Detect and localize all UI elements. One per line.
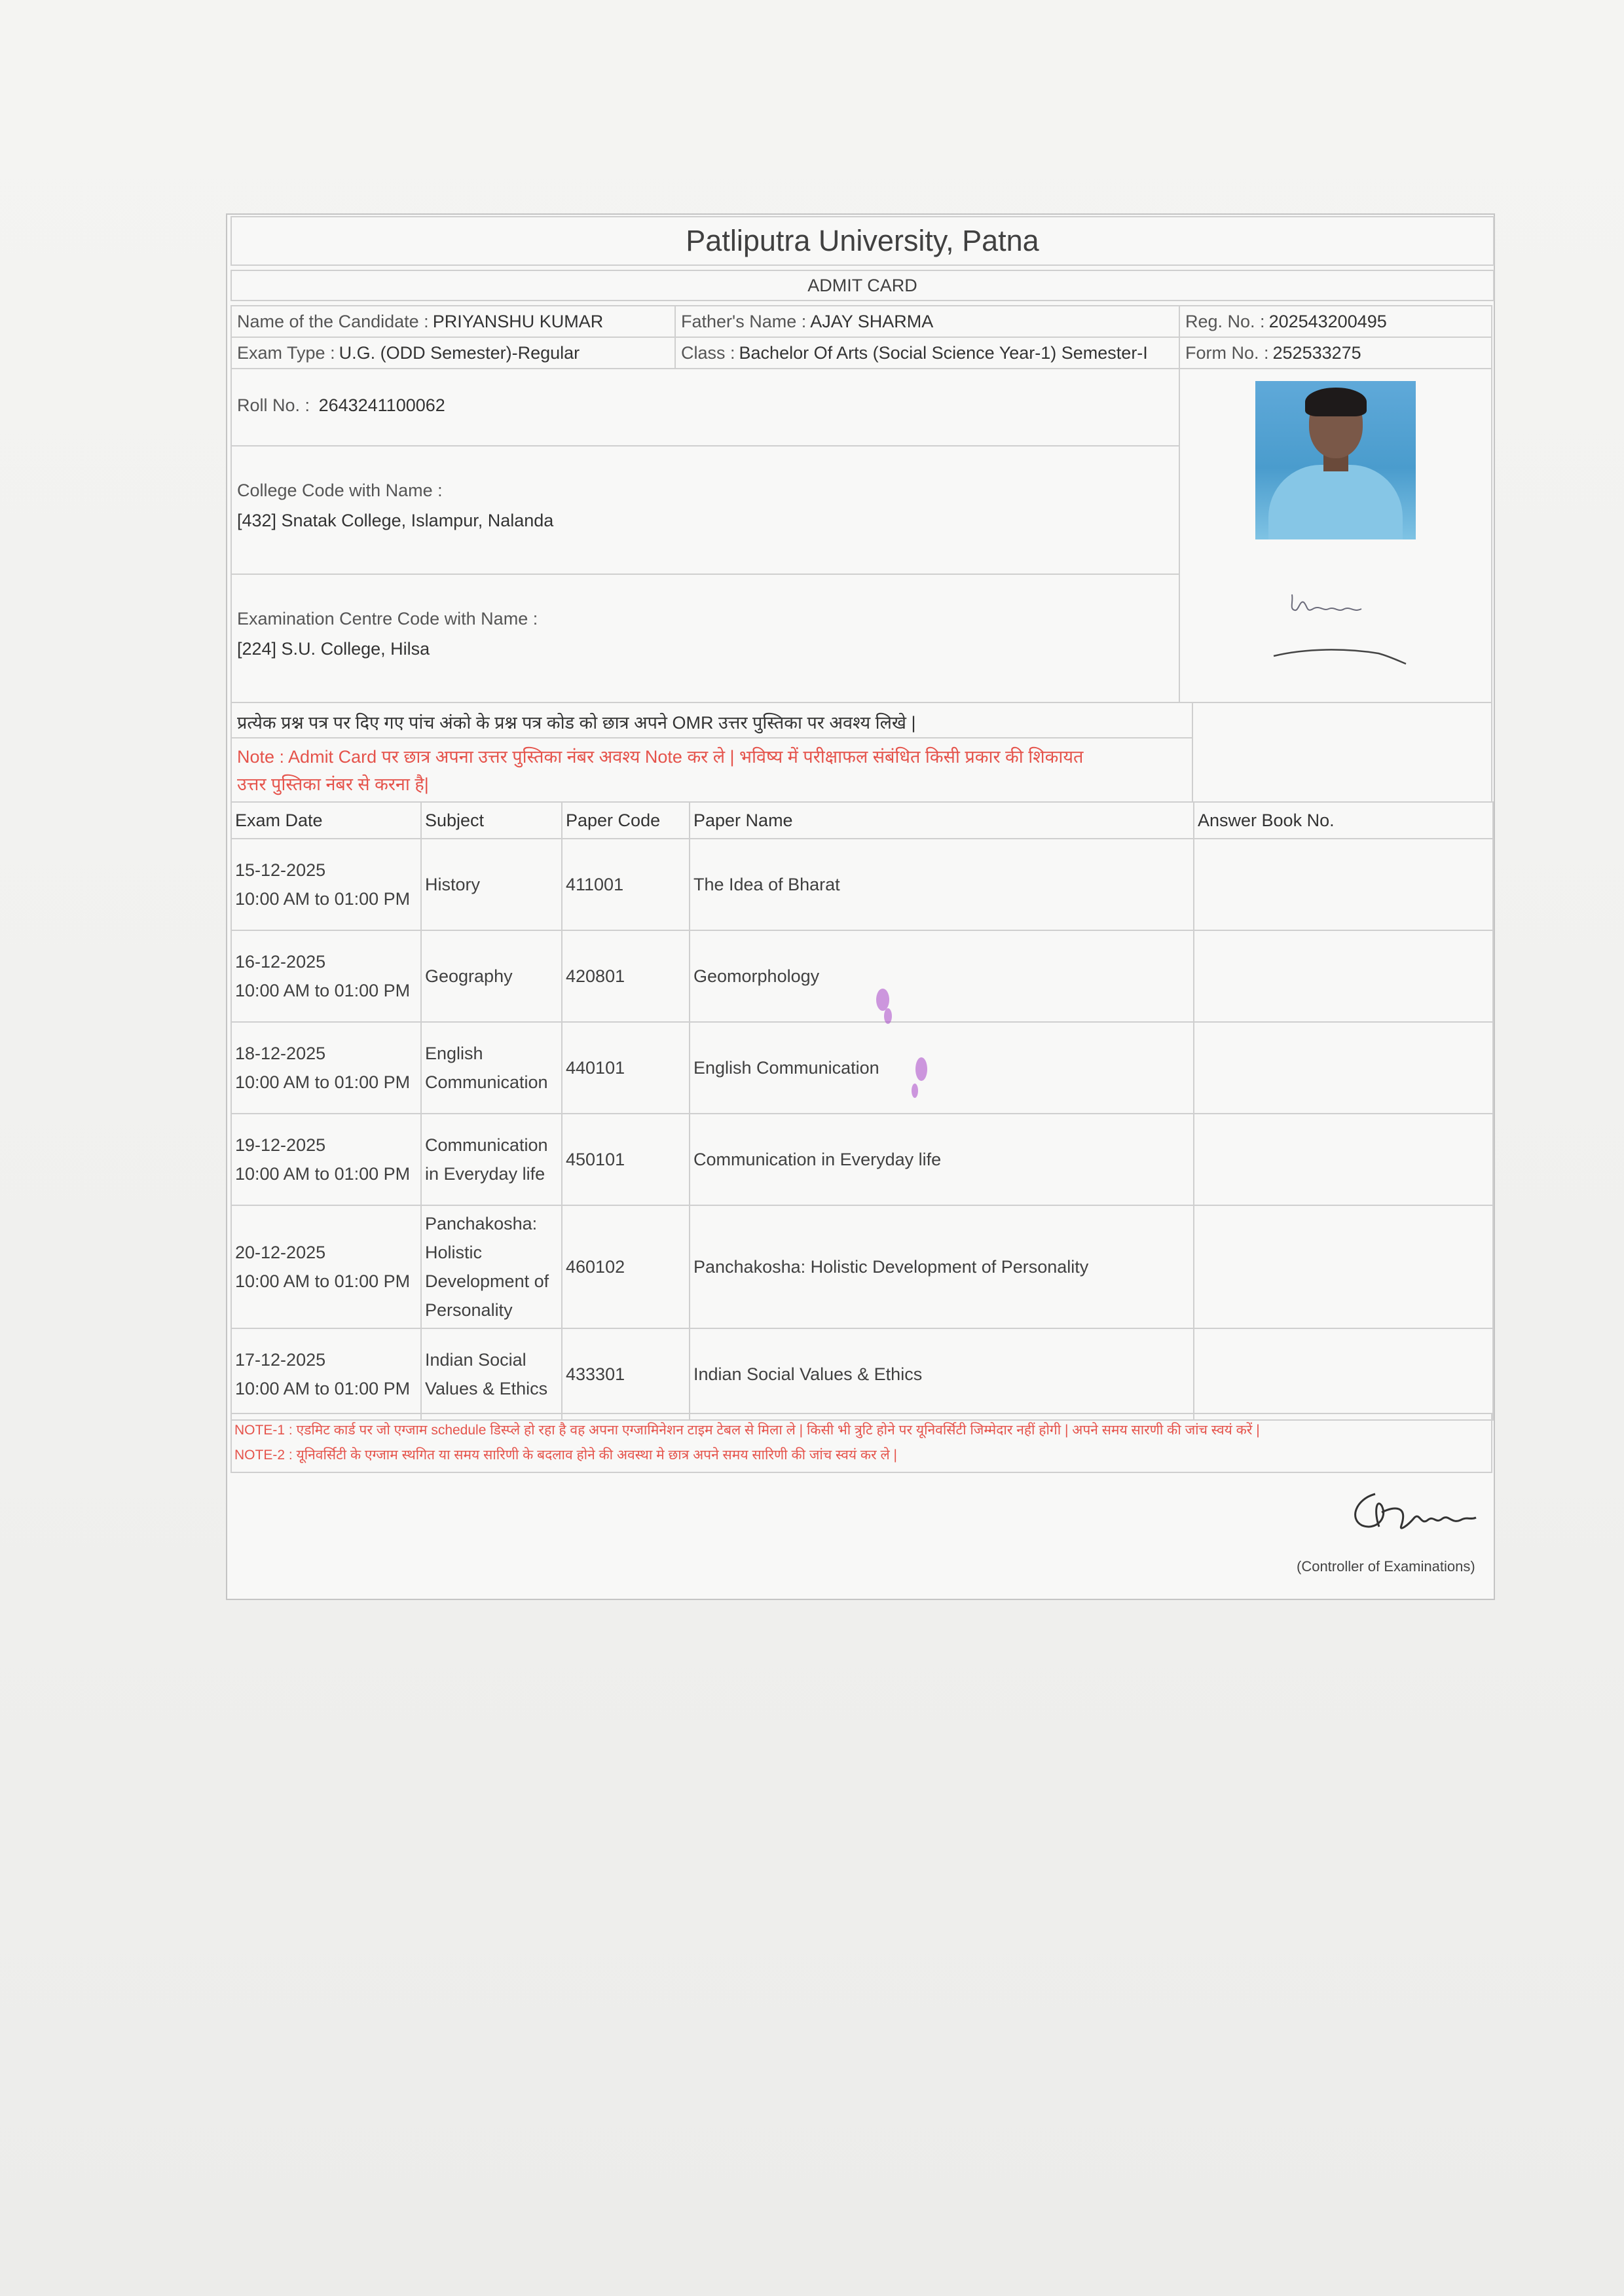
- exam-time: 10:00 AM to 01:00 PM: [235, 889, 411, 909]
- exam-date: 16-12-2025: [235, 952, 326, 972]
- paper-code-cell: 420801: [562, 930, 690, 1022]
- paper-name-cell: Panchakosha: Holistic Development of Personality: [690, 1205, 1194, 1328]
- paper-name-cell: The Idea of Bharat: [690, 839, 1194, 930]
- card-title: ADMIT CARD: [231, 270, 1494, 301]
- class-label: Class :: [681, 342, 735, 363]
- header-exam-date: Exam Date: [231, 802, 421, 839]
- college-name: [432] Snatak College, Islampur, Nalanda: [237, 511, 554, 530]
- father-name-label: Father's Name :: [681, 311, 807, 331]
- college-block: [231, 445, 1180, 575]
- subject-cell: Indian Social Values & Ethics: [421, 1328, 562, 1420]
- exam-type: U.G. (ODD Semester)-Regular: [339, 342, 580, 363]
- exam-date: 17-12-2025: [235, 1350, 326, 1370]
- university-title: Patliputra University, Patna: [231, 216, 1494, 266]
- exam-date: 18-12-2025: [235, 1044, 326, 1063]
- schedule-header-row: [231, 802, 1493, 839]
- exam-date: 20-12-2025: [235, 1243, 326, 1262]
- header-paper-code: Paper Code: [562, 802, 690, 839]
- subject-cell: History: [421, 839, 562, 930]
- class-value: Bachelor Of Arts (Social Science Year-1) Semester-I: [739, 342, 1148, 363]
- note-line-1: Note : Admit Card पर छात्र अपना उत्तर पुस्तिका नंबर अवश्य Note कर ले | भविष्य में परीक्षाफल संबंधित किसी प्रकार की शिकायत: [237, 747, 1084, 767]
- paper-name-cell: Indian Social Values & Ethics: [690, 1328, 1194, 1420]
- exam-date-cell: [231, 1205, 421, 1328]
- ink-smudge: [915, 1057, 927, 1081]
- exam-schedule-table: [231, 801, 1494, 1421]
- exam-time: 10:00 AM to 01:00 PM: [235, 981, 411, 1000]
- subject-cell: English Communication: [421, 1022, 562, 1114]
- class-field: [674, 337, 1180, 369]
- note-line-2: उत्तर पुस्तिका नंबर से करना है|: [237, 774, 429, 794]
- exam-type-label: Exam Type :: [237, 342, 335, 363]
- candidate-name-label: Name of the Candidate :: [237, 311, 429, 331]
- subject-cell: Panchakosha: Holistic Development of Personality: [421, 1205, 562, 1328]
- candidate-name-field: [231, 305, 676, 338]
- subject-cell: Geography: [421, 930, 562, 1022]
- table-row: [231, 1328, 1493, 1420]
- header-paper-name: Paper Name: [690, 802, 1194, 839]
- exam-date-cell: [231, 930, 421, 1022]
- form-no: 252533275: [1272, 342, 1361, 363]
- form-no-field: [1179, 337, 1492, 369]
- table-row: [231, 1205, 1493, 1328]
- exam-time: 10:00 AM to 01:00 PM: [235, 1379, 411, 1398]
- instruction-row: [231, 702, 1193, 738]
- exam-time: 10:00 AM to 01:00 PM: [235, 1164, 411, 1184]
- answer-book-cell: [1194, 839, 1493, 930]
- note-1: NOTE-1 : एडमिट कार्ड पर जो एग्जाम schedule डिस्प्ले हो रहा है वह अपना एग्जामिनेशन टाइम टेबल से मिला ले | किसी भी त्रुटि होने पर यूनिवर्सिटी जिम्मेदार नहीं होगी | अपने समय सारणी की जांच स्वयं करें |: [234, 1423, 1260, 1438]
- paper-name-cell: Communication in Everyday life: [690, 1114, 1194, 1205]
- answer-book-cell: [1194, 1114, 1493, 1205]
- exam-date-cell: [231, 839, 421, 930]
- paper-code-cell: 460102: [562, 1205, 690, 1328]
- table-row: [231, 1022, 1493, 1114]
- table-row: [231, 839, 1493, 930]
- exam-date-cell: [231, 1114, 421, 1205]
- ink-smudge: [876, 989, 889, 1011]
- father-name-field: [674, 305, 1180, 338]
- candidate-signature: [1261, 583, 1418, 681]
- reg-no-label: Reg. No. :: [1185, 311, 1265, 331]
- exam-date: 15-12-2025: [235, 860, 326, 880]
- paper-code-cell: 450101: [562, 1114, 690, 1205]
- answer-book-cell: [1194, 930, 1493, 1022]
- paper-name-cell: English Communication: [690, 1022, 1194, 1114]
- candidate-name: PRIYANSHU KUMAR: [432, 311, 604, 331]
- reg-no: 202543200495: [1268, 311, 1387, 331]
- exam-centre-name: [224] S.U. College, Hilsa: [237, 639, 430, 659]
- answer-book-cell: [1194, 1205, 1493, 1328]
- blank-cell: [1192, 702, 1492, 803]
- form-no-label: Form No. :: [1185, 342, 1269, 363]
- exam-date: 19-12-2025: [235, 1135, 326, 1155]
- header-answer-book-no: Answer Book No.: [1194, 802, 1493, 839]
- paper-code-cell: 411001: [562, 839, 690, 930]
- paper-code-cell: 433301: [562, 1328, 690, 1420]
- exam-centre-label: Examination Centre Code with Name :: [237, 609, 538, 629]
- paper-name-cell: Geomorphology: [690, 930, 1194, 1022]
- ink-smudge: [912, 1084, 918, 1098]
- ink-smudge: [884, 1008, 892, 1024]
- subject-cell: Communication in Everyday life: [421, 1114, 562, 1205]
- answer-book-cell: [1194, 1328, 1493, 1420]
- note-row: [231, 737, 1193, 803]
- exam-time: 10:00 AM to 01:00 PM: [235, 1072, 411, 1092]
- paper-code-cell: 440101: [562, 1022, 690, 1114]
- candidate-photo: [1255, 381, 1416, 539]
- reg-no-field: [1179, 305, 1492, 338]
- exam-type-field: [231, 337, 676, 369]
- roll-no-label: Roll No. :: [237, 395, 310, 415]
- answer-book-cell: [1194, 1022, 1493, 1114]
- roll-no: 2643241100062: [318, 395, 445, 415]
- exam-centre-block: [231, 574, 1180, 703]
- header-subject: Subject: [421, 802, 562, 839]
- controller-signature: [1336, 1486, 1486, 1545]
- exam-date-cell: [231, 1022, 421, 1114]
- controller-label: (Controller of Examinations): [1297, 1558, 1475, 1575]
- instruction-omr: प्रत्येक प्रश्न पत्र पर दिए गए पांच अंको के प्रश्न पत्र कोड को छात्र अपने OMR उत्तर पुस्तिका पर अवश्य लिखे |: [237, 713, 916, 733]
- exam-date-cell: [231, 1328, 421, 1420]
- notes-block: [231, 1413, 1492, 1473]
- note-2: NOTE-2 : यूनिवर्सिटी के एग्जाम स्थगित या समय सारिणी के बदलाव होने की अवस्था मे छात्र अपने समय सारिणी की जांच स्वयं कर ले |: [234, 1448, 897, 1463]
- table-row: [231, 930, 1493, 1022]
- exam-time: 10:00 AM to 01:00 PM: [235, 1271, 411, 1291]
- table-row: [231, 1114, 1493, 1205]
- father-name: AJAY SHARMA: [810, 311, 934, 331]
- college-label: College Code with Name :: [237, 481, 443, 500]
- roll-no-block: [231, 368, 1180, 446]
